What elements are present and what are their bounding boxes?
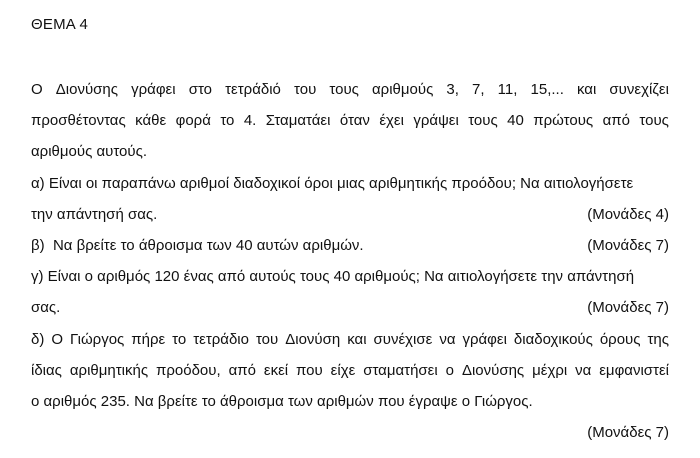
word: το — [172, 331, 187, 348]
question-c-text: σας. — [31, 299, 61, 316]
question-b — [31, 236, 669, 256]
word: εμφανιστεί — [599, 362, 669, 379]
word: του — [294, 81, 317, 98]
word: αριθμητικής — [69, 362, 149, 379]
word: το — [220, 112, 235, 129]
word: εκεί — [263, 362, 289, 379]
word: της — [647, 331, 669, 348]
question-c-marks: (Μονάδες 7) — [587, 299, 669, 316]
question-d-line-2 — [31, 361, 669, 381]
word: από — [228, 362, 256, 379]
word: Διονύσης — [55, 81, 119, 98]
word: 11, — [497, 81, 518, 98]
question-c-line-1: γ) Είναι ο αριθμός 120 ένας από αυτούς τους 40 αριθμούς; Να αιτιολογήσετε την απάντησή — [31, 268, 635, 285]
word: συνεχίζει — [609, 81, 669, 98]
word: αριθμούς — [372, 81, 434, 98]
word: προσθέτοντας — [31, 112, 126, 129]
question-b-text: β) Να βρείτε το άθροισμα των 40 αυτών αριθμών. — [31, 237, 364, 254]
word: ο — [445, 362, 454, 379]
question-a-marks: (Μονάδες 4) — [587, 206, 669, 223]
word: και — [347, 331, 367, 348]
page-title: ΘΕΜΑ 4 — [31, 16, 89, 33]
word: 15,... — [530, 81, 564, 98]
word: από — [602, 112, 630, 129]
word: προόδου, — [156, 362, 221, 379]
question-c-line-2 — [31, 298, 669, 318]
word: γράψει — [413, 112, 459, 129]
intro-line-1 — [31, 80, 669, 100]
word: του — [255, 331, 279, 348]
word: να — [439, 331, 456, 348]
question-a-line-1: α) Είναι οι παραπάνω αριθμοί διαδοχικοί όροι μιας αριθμητικής προόδου; Να αιτιολογήσετε — [31, 175, 634, 192]
word: τους — [468, 112, 498, 129]
word: τετράδιό — [225, 81, 281, 98]
word: πρώτους — [533, 112, 594, 129]
word: 40 — [507, 112, 524, 129]
word: στο — [188, 81, 213, 98]
word: συνέχισε — [373, 331, 433, 348]
word: Διονύση — [285, 331, 341, 348]
word: όταν — [339, 112, 370, 129]
question-a-line-2 — [31, 205, 669, 225]
question-d-line-1 — [31, 330, 669, 350]
word: τετράδιο — [193, 331, 249, 348]
word: Σταματάει — [265, 112, 331, 129]
word: κάθε — [135, 112, 167, 129]
word: και — [576, 81, 597, 98]
word: να — [575, 362, 592, 379]
intro-line-3: αριθμούς αυτούς. — [31, 143, 147, 160]
question-d-line-3: ο αριθμός 235. Να βρείτε το άθροισμα των αριθμών που έγραψε ο Γιώργος. — [31, 393, 533, 410]
word: τους — [329, 81, 359, 98]
word: έχει — [379, 112, 404, 129]
question-d-marks: (Μονάδες 7) — [587, 424, 669, 441]
word: που — [296, 362, 323, 379]
word: 7, — [472, 81, 485, 98]
question-d-marks-row — [31, 423, 669, 443]
word: σταματήσει — [363, 362, 438, 379]
question-b-marks: (Μονάδες 7) — [587, 237, 669, 254]
word: τους — [639, 112, 669, 129]
word: μέχρι — [532, 362, 568, 379]
word: φορά — [175, 112, 211, 129]
word: ίδιας — [31, 362, 62, 379]
word: διαδοχικούς — [513, 331, 593, 348]
question-a-text: την απάντησή σας. — [31, 206, 158, 223]
word: είχε — [330, 362, 356, 379]
word: Διονύσης — [461, 362, 525, 379]
word: γράφει — [462, 331, 507, 348]
word: δ) — [31, 331, 45, 348]
word: 4. — [243, 112, 257, 129]
word: Ο — [31, 81, 43, 98]
word: Ο — [51, 331, 64, 348]
word: 3, — [446, 81, 459, 98]
word: όρους — [599, 331, 641, 348]
word: γράφει — [131, 81, 176, 98]
intro-line-2 — [31, 111, 669, 131]
word: πήρε — [131, 331, 166, 348]
word: Γιώργος — [70, 331, 125, 348]
